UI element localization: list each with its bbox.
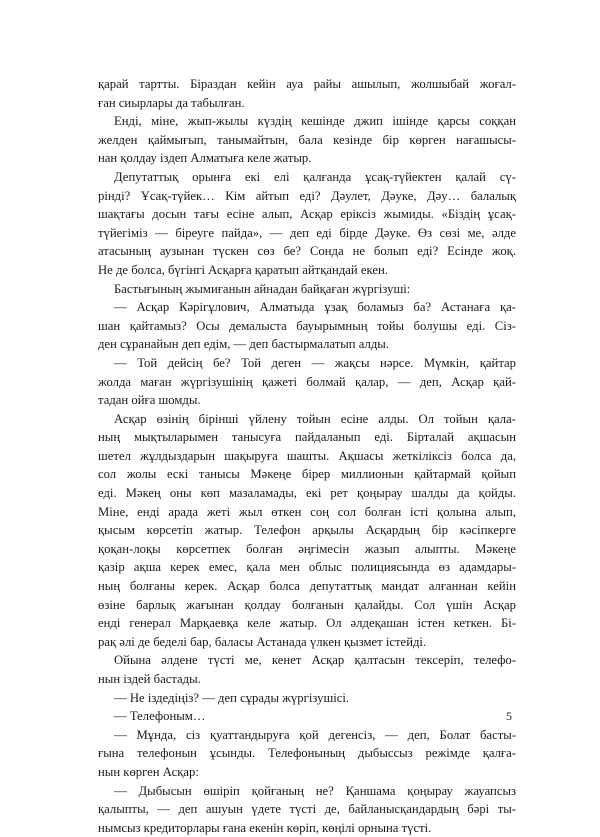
text-line: — Той дейсің бе? Той деген — жақсы нәрсе. Мүмкін, қайтар: [114, 355, 516, 370]
text-line: еді. Мәкең оны көп мазаламады, екі рет қоңырау шалды да қойды.: [98, 486, 516, 501]
text-line: қалыпты, — деп ашуын үдете түсті де, байланысқандардың бәрі ты-: [98, 802, 516, 817]
text-line: нын көрген Асқар:: [98, 764, 199, 779]
text-line: ден сұранайын деп едім, — деп бастырмалатып алды.: [98, 337, 389, 352]
text-line: — Телефоным…: [114, 709, 206, 724]
text-line: — Дыбысын өшіріп қойғаның не? Қаншама қоңырау жауапсыз: [114, 783, 516, 798]
text-line: — Не іздедіңіз? — деп сұрады жүргізушісі.: [114, 690, 350, 705]
text-line: ған сиырлары да табылған.: [98, 95, 245, 110]
text-line: рінді? Ұсақ-түйек… Кім айтып еді? Дәулет, Дәуке, Дәу… балалық: [98, 188, 516, 203]
text-line: желден қаймығып, танымайтын, бала кезінде бір көрген нағашысы-: [98, 132, 516, 147]
text-line: қарай тартты. Біраздан кейін ауа райы ашылып, жолшыбай жоғал-: [98, 77, 516, 91]
text-line: рақ әлі де беделі бар, баласы Астанада үлкен қызмет істейді.: [98, 634, 427, 649]
text-line: қысым көрсетіп жатыр. Телефон арқылы Асқардың бір кәсіпкерге: [98, 523, 516, 538]
text-line: қоқан-лоқы көрсетпек болған әңгімесін жазып алыпты. Мәкеңе: [98, 541, 516, 556]
text-line: енді генерал Марқаевқа келе жатыр. Ол әлдеқашан істен кеткен. Бі-: [98, 616, 516, 631]
text-line: шан қайтамыз? Осы демалыста бауырымның тойы болушы еді. Сіз-: [98, 318, 516, 333]
text-line: Не де болса, бүгінгі Асқарға қаратып айтқандай екен.: [98, 262, 388, 277]
text-line: сол жолы ескі танысы Мәкеңе бірер миллионын қайтармай қойып: [98, 467, 516, 482]
text-line: Енді, міне, жып-жылы күздің кешінде джип ішінде қарсы соққан: [114, 114, 516, 129]
text-line: қазір ақша керек емес, қала мен облыс полициясында өз адамдары-: [98, 560, 516, 575]
text-line: ның болғаны керек. Асқар болса депутаттық мандат алғаннан кейін: [98, 579, 516, 594]
text-line: ғына телефонын ұсынды. Телефонының дыбыссыз режімде қалға-: [98, 746, 516, 761]
text-line: түйегіміз — біреуге пайда», — деп еді бірде Дәуке. Өз сөзі ме, әлде: [98, 225, 516, 240]
text-line: Ойына әлдене түсті ме, кенет Асқар қалтасын тексеріп, телефо-: [114, 653, 516, 668]
body-text: [98, 75, 516, 837]
text-line: өзіне барлық жағынан қолдау болғанын қалайды. Сол үшін Асқар: [98, 597, 516, 612]
text-line: атасының аузынан түскен сөз бе? Сонда не болып еді? Есінде жоқ.: [98, 244, 516, 259]
text-line: ның мықтыларымен танысуға пайдаланып еді. Бірталай ақшасын: [98, 430, 516, 445]
text-line: Бастығының жымиғанын айнадан байқаған жүргізуші:: [114, 281, 411, 296]
text-line: нымсыз кредиторлары ғана екенін көріп, көңілі орнына түсті.: [98, 820, 432, 835]
text-line: — Асқар Кәрігұлович, Алматыда ұзақ боламыз ба? Астанаға қа-: [114, 300, 516, 315]
text-line: Міне, енді арада жеті жыл өткен соң сол болған істі қолына алып,: [98, 504, 516, 519]
text-line: Асқар өзінің бірінші үйлену тойын есіне алды. Ол тойын қала-: [114, 411, 516, 426]
text-line: шақтағы досын тағы есіне алып, Асқар еріксіз жымиды. «Біздің ұсақ-: [98, 207, 516, 222]
page-number: 5: [506, 709, 512, 723]
text-line: шетел жұлдыздарын шақыруға шашты. Ақшасы жеткіліксіз болса да,: [98, 448, 516, 463]
text-line: Депутаттық орынға екі елі қалғанда ұсақ-түйектен қалай сү-: [114, 169, 516, 184]
text-line: жолда маған жүргізушінің қажеті болмай қалар, — деп, Асқар қай-: [98, 374, 516, 389]
text-line: тадан ойға шомды.: [98, 393, 201, 408]
text-line: — Мұнда, сіз қуаттандыруға қой дегенсіз, — деп, Болат басты-: [114, 727, 516, 742]
text-line: нан қолдау іздеп Алматыға келе жатыр.: [98, 151, 312, 166]
text-line: нын іздей бастады.: [98, 672, 201, 686]
